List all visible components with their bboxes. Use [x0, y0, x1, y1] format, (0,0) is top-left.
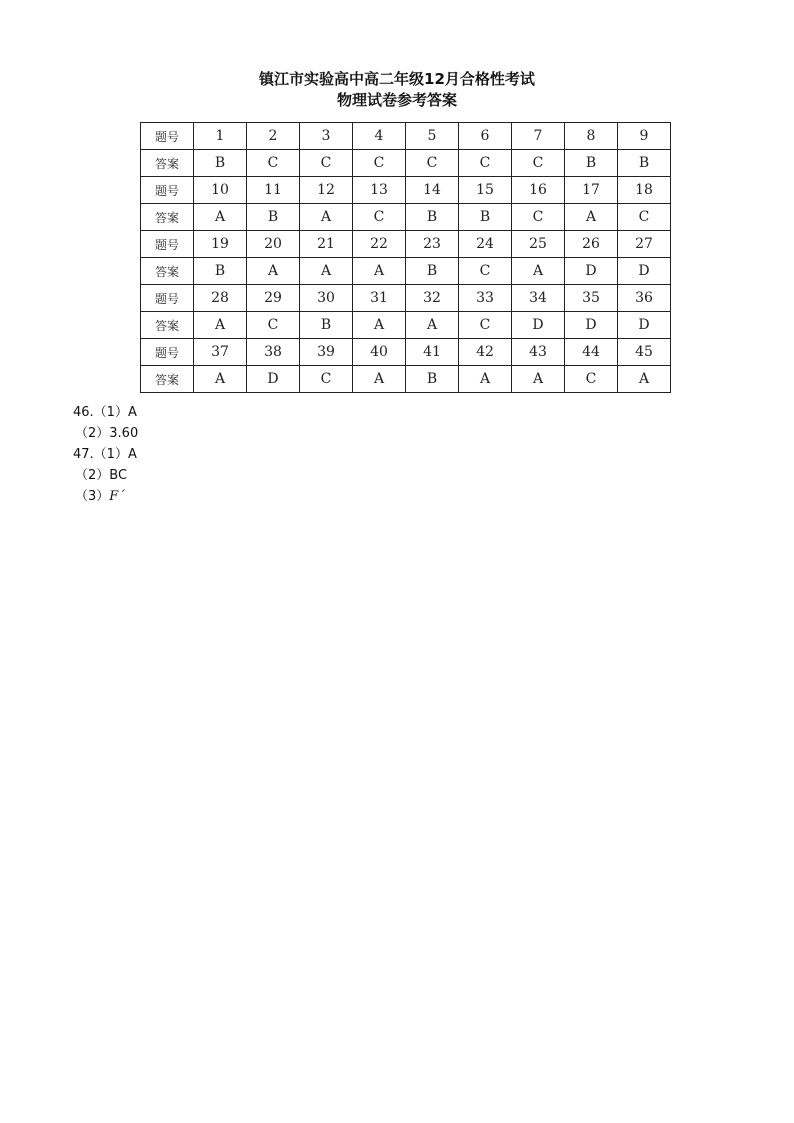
answer-choice-cell: D — [618, 312, 671, 339]
question-number-cell: 31 — [353, 285, 406, 312]
answer-choice-cell: C — [353, 204, 406, 231]
question-number-cell: 24 — [459, 231, 512, 258]
q47-part3-prefix: （3） — [75, 489, 110, 504]
answer-row — [141, 204, 671, 231]
question-number-cell: 28 — [194, 285, 247, 312]
answer-choice-cell: B — [194, 258, 247, 285]
answer-choice-cell: C — [300, 150, 353, 177]
answer-key-table-body — [141, 123, 671, 393]
answer-choice-cell: B — [618, 150, 671, 177]
question-row — [141, 339, 671, 366]
answer-row — [141, 258, 671, 285]
question-number-cell: 32 — [406, 285, 459, 312]
answer-choice-cell: C — [512, 204, 565, 231]
answer-row-label: 答案 — [141, 366, 194, 393]
question-number-cell: 37 — [194, 339, 247, 366]
answer-choice-cell: A — [406, 312, 459, 339]
answer-choice-cell: B — [300, 312, 353, 339]
answer-choice-cell: C — [353, 150, 406, 177]
question-row — [141, 177, 671, 204]
question-number-cell: 26 — [565, 231, 618, 258]
answer-choice-cell: C — [459, 258, 512, 285]
question-number-cell: 7 — [512, 123, 565, 150]
answer-choice-cell: B — [194, 150, 247, 177]
answer-choice-cell: B — [247, 204, 300, 231]
question-number-cell: 18 — [618, 177, 671, 204]
answer-key-table — [140, 122, 671, 393]
answer-row-label: 答案 — [141, 204, 194, 231]
question-number-cell: 5 — [406, 123, 459, 150]
question-number-cell: 44 — [565, 339, 618, 366]
question-row-label: 题号 — [141, 231, 194, 258]
question-number-cell: 9 — [618, 123, 671, 150]
question-number-cell: 41 — [406, 339, 459, 366]
answer-choice-cell: B — [565, 150, 618, 177]
question-number-cell: 13 — [353, 177, 406, 204]
question-number-cell: 40 — [353, 339, 406, 366]
answer-choice-cell: C — [300, 366, 353, 393]
answer-choice-cell: B — [406, 258, 459, 285]
question-number-cell: 20 — [247, 231, 300, 258]
question-number-cell: 36 — [618, 285, 671, 312]
question-number-cell: 29 — [247, 285, 300, 312]
answer-choice-cell: A — [194, 204, 247, 231]
answer-choice-cell: D — [247, 366, 300, 393]
question-number-cell: 43 — [512, 339, 565, 366]
question-number-cell: 42 — [459, 339, 512, 366]
question-number-cell: 35 — [565, 285, 618, 312]
q47-part3-value: F´ — [109, 489, 125, 504]
answer-choice-cell: A — [512, 366, 565, 393]
answer-choice-cell: C — [459, 150, 512, 177]
answer-choice-cell: A — [618, 366, 671, 393]
q47-part3-answer — [75, 488, 125, 506]
answer-choice-cell: B — [406, 204, 459, 231]
answer-row — [141, 312, 671, 339]
q46-part1-answer: 46.（1）A — [73, 405, 137, 420]
answer-choice-cell: C — [618, 204, 671, 231]
question-number-cell: 11 — [247, 177, 300, 204]
answer-choice-cell: A — [459, 366, 512, 393]
exam-subtitle: 物理试卷参考答案 — [336, 91, 457, 109]
answer-choice-cell: B — [406, 366, 459, 393]
answer-choice-cell: C — [247, 150, 300, 177]
answer-choice-cell: D — [618, 258, 671, 285]
answer-choice-cell: C — [247, 312, 300, 339]
answer-choice-cell: D — [512, 312, 565, 339]
question-row-label: 题号 — [141, 285, 194, 312]
answer-choice-cell: C — [406, 150, 459, 177]
question-number-cell: 25 — [512, 231, 565, 258]
answer-choice-cell: A — [194, 312, 247, 339]
exam-title: 镇江市实验高中高二年级12月合格性考试 — [259, 70, 535, 88]
q46-part2-answer: （2）3.60 — [75, 426, 139, 441]
question-number-cell: 12 — [300, 177, 353, 204]
question-number-cell: 2 — [247, 123, 300, 150]
question-number-cell: 16 — [512, 177, 565, 204]
question-number-cell: 3 — [300, 123, 353, 150]
question-number-cell: 38 — [247, 339, 300, 366]
question-row — [141, 285, 671, 312]
question-number-cell: 22 — [353, 231, 406, 258]
answer-choice-cell: A — [300, 258, 353, 285]
answer-choice-cell: A — [247, 258, 300, 285]
question-number-cell: 39 — [300, 339, 353, 366]
question-number-cell: 23 — [406, 231, 459, 258]
answer-choice-cell: A — [353, 366, 406, 393]
question-row-label: 题号 — [141, 177, 194, 204]
question-row — [141, 123, 671, 150]
question-number-cell: 17 — [565, 177, 618, 204]
answer-choice-cell: C — [512, 150, 565, 177]
answer-row-label: 答案 — [141, 312, 194, 339]
answer-row — [141, 150, 671, 177]
question-number-cell: 45 — [618, 339, 671, 366]
answer-choice-cell: C — [565, 366, 618, 393]
question-number-cell: 27 — [618, 231, 671, 258]
question-number-cell: 10 — [194, 177, 247, 204]
question-number-cell: 34 — [512, 285, 565, 312]
answer-choice-cell: C — [459, 312, 512, 339]
question-number-cell: 19 — [194, 231, 247, 258]
answer-choice-cell: A — [194, 366, 247, 393]
question-row-label: 题号 — [141, 123, 194, 150]
question-number-cell: 4 — [353, 123, 406, 150]
answer-choice-cell: A — [353, 258, 406, 285]
answer-choice-cell: A — [353, 312, 406, 339]
question-row-label: 题号 — [141, 339, 194, 366]
question-number-cell: 21 — [300, 231, 353, 258]
question-number-cell: 1 — [194, 123, 247, 150]
q47-part1-answer: 47.（1）A — [73, 447, 137, 462]
answer-choice-cell: B — [459, 204, 512, 231]
question-number-cell: 6 — [459, 123, 512, 150]
answer-choice-cell: A — [565, 204, 618, 231]
question-number-cell: 8 — [565, 123, 618, 150]
answer-choice-cell: D — [565, 312, 618, 339]
answer-choice-cell: A — [512, 258, 565, 285]
question-number-cell: 14 — [406, 177, 459, 204]
answer-choice-cell: D — [565, 258, 618, 285]
question-number-cell: 30 — [300, 285, 353, 312]
q47-part2-answer: （2）BC — [75, 468, 128, 483]
answer-row — [141, 366, 671, 393]
answer-row-label: 答案 — [141, 150, 194, 177]
question-row — [141, 231, 671, 258]
answer-choice-cell: A — [300, 204, 353, 231]
answer-row-label: 答案 — [141, 258, 194, 285]
question-number-cell: 33 — [459, 285, 512, 312]
question-number-cell: 15 — [459, 177, 512, 204]
